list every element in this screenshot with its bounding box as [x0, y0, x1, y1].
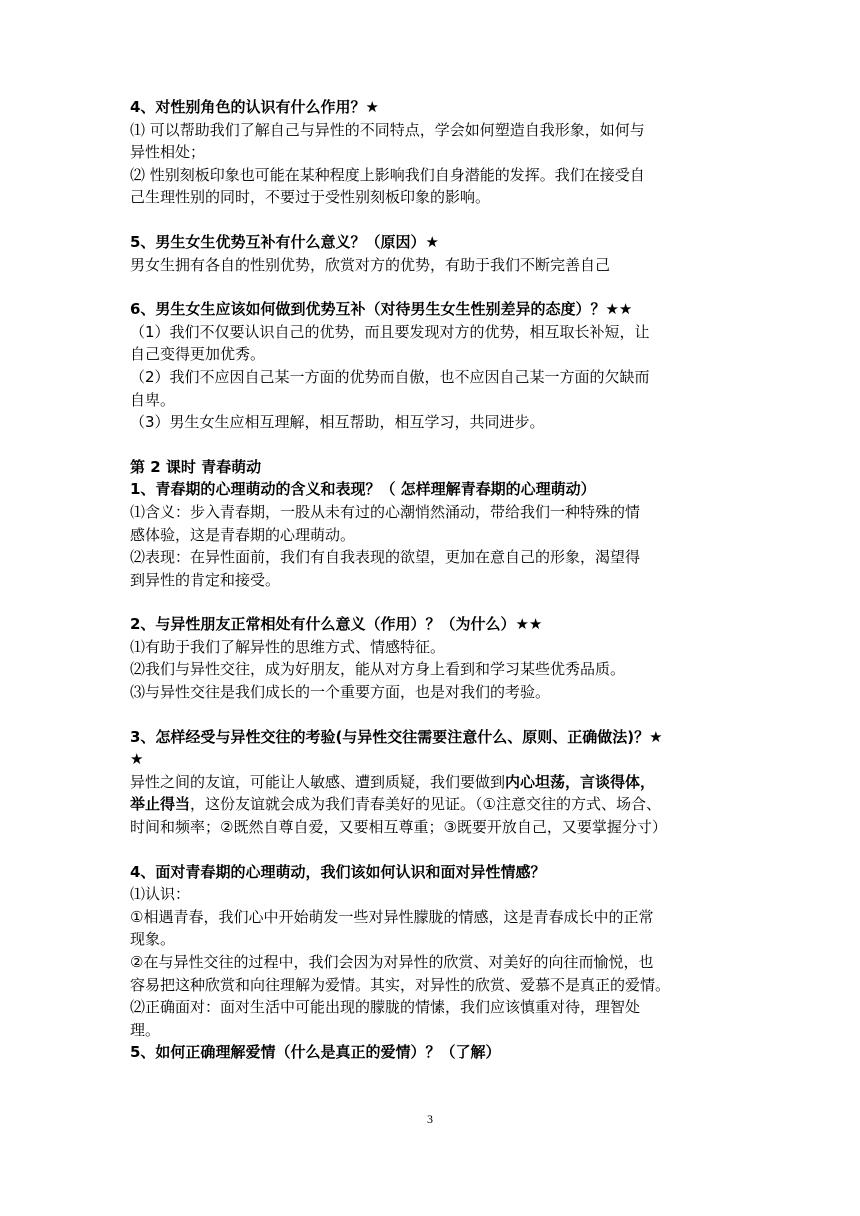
- text-line: 异性相处；: [130, 143, 206, 162]
- emphasis-text: 内心坦荡，言谈得体，: [505, 772, 656, 791]
- section-heading: 4、面对青春期的心理萌动，我们该如何认识和面对异性情感？: [130, 862, 546, 881]
- text-line: ⑴ 可以帮助我们了解自己与异性的不同特点，学会如何塑造自我形象，如何与: [130, 120, 645, 139]
- lesson-title: 第 2 课时 青春萌动: [130, 457, 262, 476]
- text-line: 举止得当，这份友谊就会成为我们青春美好的见证。（①注意交往的方式、场合、: [130, 795, 661, 814]
- section-heading: 6、男生女生应该如何做到优势互补（对待男生女生性别差异的态度）？★★: [130, 300, 633, 319]
- text-line: 异性之间的友谊，可能让人敏感、遭到质疑，我们要做到内心坦荡，言谈得体，: [130, 772, 656, 791]
- section-heading: 1、青春期的心理萌动的含义和表现？（ 怎样理解青春期的心理萌动）: [130, 480, 596, 499]
- text-line: 到异性的肯定和接受。: [130, 570, 281, 589]
- text-line: ⑵正确面对：面对生活中可能出现的朦胧的情愫，我们应该慎重对待，理智处: [130, 998, 641, 1017]
- document-page: [130, 96, 732, 1064]
- section-heading: 3、怎样经受与异性交往的考验(与异性交往需要注意什么、原则、正确做法)？★: [130, 727, 663, 746]
- text-line: 感体验，这是青春期的心理萌动。: [130, 525, 356, 544]
- emphasis-text: 举止得当: [130, 795, 191, 814]
- section-heading: 5、男生女生优势互补有什么意义？（原因）★: [130, 232, 439, 251]
- text-line: ⑶与异性交往是我们成长的一个重要方面，也是对我们的考验。: [130, 683, 551, 702]
- text-line: （1）我们不仅要认识自己的优势，而且要发现对方的优势，相互取长补短，让: [130, 322, 650, 341]
- text-line: ⑴有助于我们了解异性的思维方式、情感特征。: [130, 637, 446, 656]
- text-line: ⑵ 性别刻板印象也可能在某种程度上影响我们自身潜能的发挥。我们在接受自: [130, 165, 645, 184]
- section-heading: 4、对性别角色的认识有什么作用？★: [130, 98, 379, 116]
- text-line: 现象。: [130, 930, 176, 949]
- text-line: 容易把这种欣赏和向往理解为爱情。其实，对异性的欣赏、爱慕不是真正的爱情。: [130, 975, 671, 994]
- text-line: 理。: [130, 1020, 161, 1039]
- section-heading: 2、与异性朋友正常相处有什么意义（作用）？（为什么）★★: [130, 615, 543, 634]
- text-line: ①相遇青春，我们心中开始萌发一些对异性朦胧的情感，这是青春成长中的正常: [130, 907, 654, 926]
- text-line: （2）我们不应因自己某一方面的优势而自傲，也不应因自己某一方面的欠缺而: [130, 367, 650, 386]
- text-line: （3）男生女生应相互理解，相互帮助，相互学习，共同进步。: [130, 413, 545, 432]
- text-line: ②在与异性交往的过程中，我们会因为对异性的欣赏、对美好的向往而愉悦，也: [130, 953, 654, 971]
- text-line: ⑵我们与异性交往，成为好朋友，能从对方身上看到和学习某些优秀品质。: [130, 660, 626, 679]
- section-heading: 5、如何正确理解爱情（什么是真正的爱情）？（了解）: [130, 1043, 501, 1062]
- text-line: 自卑。: [130, 390, 176, 409]
- text-line: 时间和频率；②既然自尊自爱，又要相互尊重；③既要开放自己，又要掌握分寸）: [130, 818, 667, 837]
- text-line: 自己变得更加优秀。: [130, 345, 266, 364]
- text-line: ⑵表现：在异性面前，我们有自我表现的欲望，更加在意自己的形象，渴望得: [130, 548, 641, 567]
- text-line: ⑴含义：步入青春期，一股从未有过的心潮悄然涌动，带给我们一种特殊的情: [130, 502, 641, 521]
- page-number: 3: [427, 1112, 433, 1126]
- text-line: 己生理性别的同时，不要过于受性别刻板印象的影响。: [130, 188, 491, 207]
- text-line: ⑴认识：: [130, 885, 191, 904]
- text-line: 男女生拥有各自的性别优势，欣赏对方的优势，有助于我们不断完善自己: [130, 255, 611, 274]
- section-heading-continuation: ★: [130, 750, 144, 769]
